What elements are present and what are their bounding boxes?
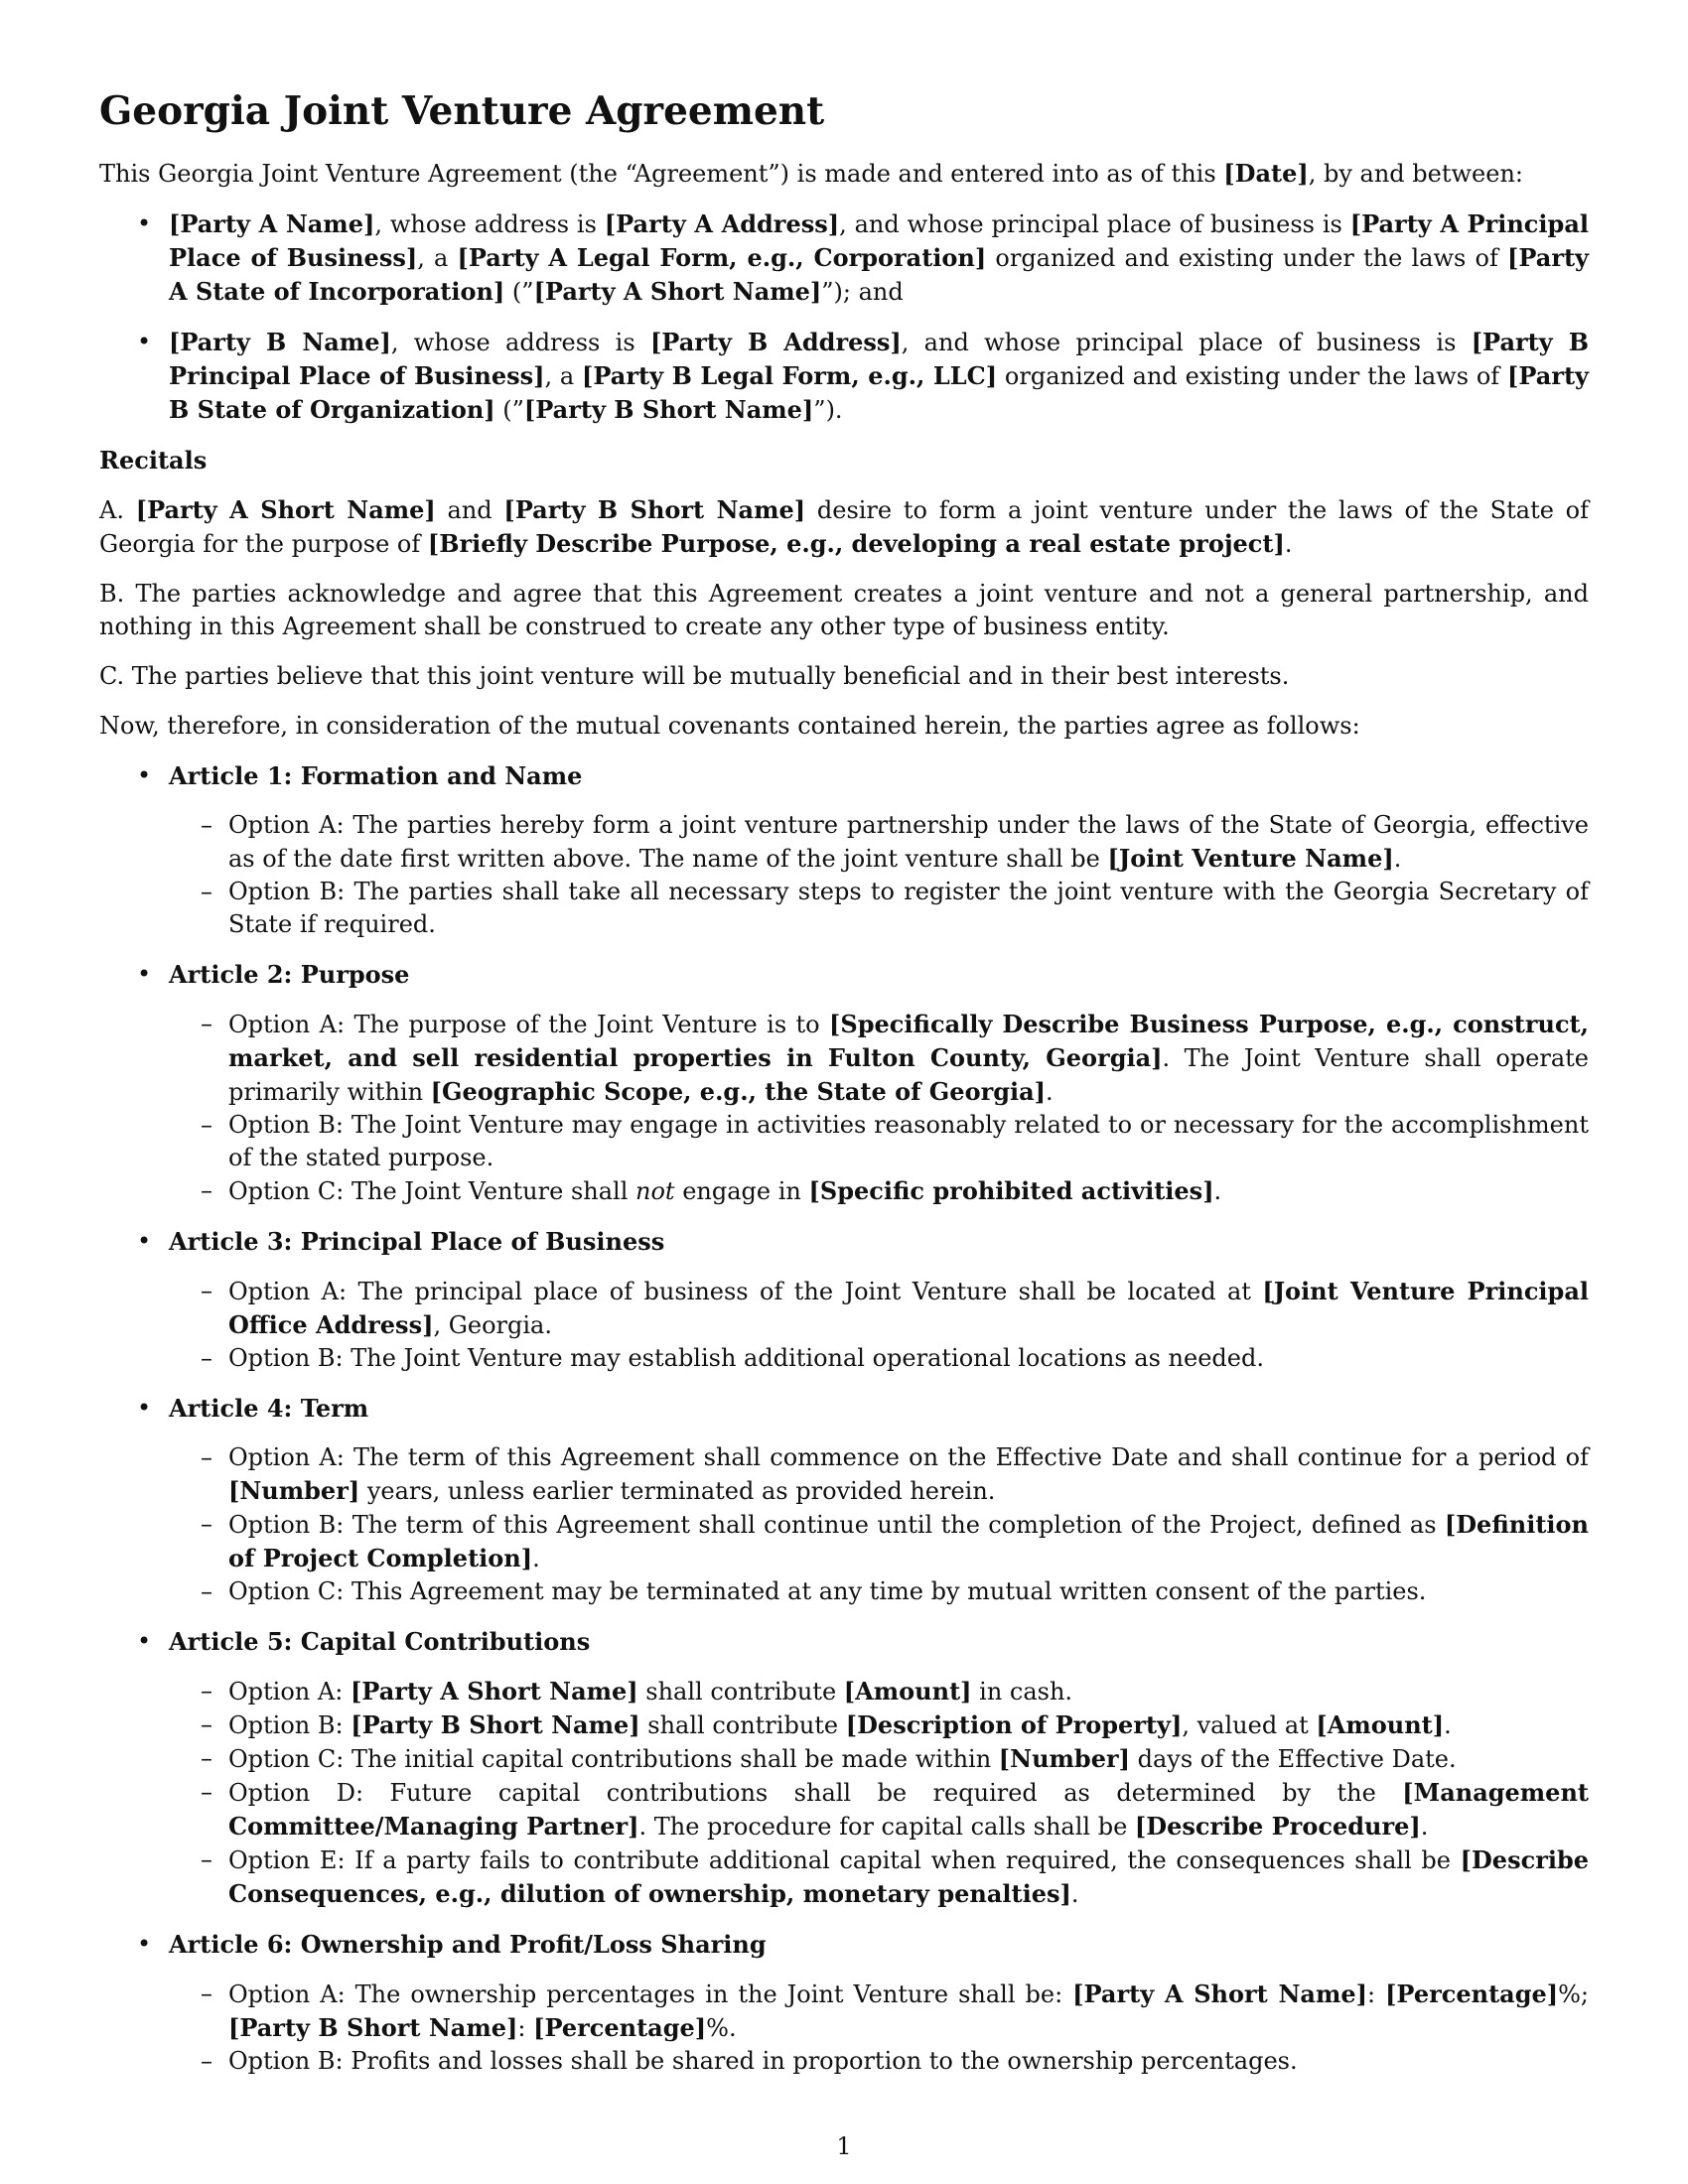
articles-list [99, 759, 1589, 2078]
article-3 [99, 1225, 1589, 1375]
option-item: – Option A: The parties hereby form a joint venture partnership under the laws of the State of Georgia, effective as of the date first written above. The name of the joint venture shall be [Joint Venture Name]. [169, 809, 1589, 876]
recitals-heading: Recitals [99, 446, 208, 475]
option-item: – Option B: [Party B Short Name] shall contribute [Description of Property], valued at [Amount]. [169, 1708, 1589, 1742]
intro-paragraph: This Georgia Joint Venture Agreement (the “Agreement”) is made and entered into as of this [Date], by and between: [99, 159, 1523, 188]
option-item: – Option E: If a party fails to contribute additional capital when required, the consequences shall be [Describe Consequences, e.g., dilution of ownership, monetary penalties]. [169, 1843, 1589, 1911]
option-item: – Option A: The principal place of business of the Joint Venture shall be located at [Joint Venture Principal Office Address], Georgia. [169, 1275, 1589, 1342]
recital-a: A. [Party A Short Name] and [Party B Short Name] desire to form a joint venture under the laws of the State of Georgia for the purpose of [Briefly Describe Purpose, e.g., developing a real estate project]. [99, 495, 1589, 558]
article-title: • Article 4: Term [169, 1394, 369, 1423]
article-1 [99, 759, 1589, 941]
options-list [169, 809, 1589, 941]
recital-b: B. The parties acknowledge and agree that this Agreement creates a joint venture and not a general partnership, and nothing in this Agreement shall be construed to create any other type of business entity. [99, 580, 1589, 640]
party-b-item: • [Party B Name], whose address is [Party B Address], and whose principal place of business is [Party B Principal Place of Business], a [Party B Legal Form, e.g., LLC] organized and existing under the laws of [Party B State of Organization] (”[Party B Short Name]”). [99, 326, 1589, 427]
article-title: • Article 2: Purpose [169, 960, 410, 989]
options-list [169, 1441, 1589, 1608]
article-title: • Article 3: Principal Place of Business [169, 1227, 665, 1256]
consideration-paragraph: Now, therefore, in consideration of the mutual covenants contained herein, the parties agree as follows: [99, 712, 1360, 740]
article-2 [99, 958, 1589, 1208]
option-item: – Option B: The Joint Venture may establish additional operational locations as needed. [169, 1342, 1589, 1375]
option-item: – Option B: The parties shall take all necessary steps to register the joint venture with the Georgia Secretary of State if required. [169, 876, 1589, 941]
option-item: – Option B: Profits and losses shall be shared in proportion to the ownership percentages. [169, 2045, 1589, 2078]
options-list [169, 1275, 1589, 1375]
option-item: – Option B: The Joint Venture may engage in activities reasonably related to or necessary for the accomplishment of the stated purpose. [169, 1109, 1589, 1174]
option-item: – Option C: The Joint Venture shall not engage in [Specific prohibited activities]. [169, 1174, 1589, 1208]
page-number: 1 [836, 2132, 852, 2160]
article-title: • Article 5: Capital Contributions [169, 1627, 591, 1656]
option-item: – Option A: The term of this Agreement shall commence on the Effective Date and shall continue for a period of [Number] years, unless earlier terminated as provided herein. [169, 1441, 1589, 1508]
article-title: • Article 1: Formation and Name [169, 761, 583, 790]
options-list [169, 1675, 1589, 1911]
article-title: • Article 6: Ownership and Profit/Loss Sharing [169, 1930, 767, 1959]
parties-list [99, 207, 1589, 427]
document-title: Georgia Joint Venture Agreement [99, 88, 825, 134]
options-list [169, 1008, 1589, 1208]
article-6 [99, 1928, 1589, 2078]
document-page [99, 87, 1589, 2095]
option-item: – Option B: The term of this Agreement shall continue until the completion of the Project, defined as [Definition of Project Completion]. [169, 1508, 1589, 1575]
option-item: – Option D: Future capital contributions shall be required as determined by the [Management Committee/Managing Partner]. The procedure for capital calls shall be [Describe Procedure]. [169, 1776, 1589, 1843]
option-item: – Option C: This Agreement may be terminated at any time by mutual written consent of the parties. [169, 1575, 1589, 1608]
option-item: – Option A: The purpose of the Joint Venture is to [Specifically Describe Business Purpose, e.g., construct, market, and sell residential properties in Fulton County, Georgia]. The Joint Venture shall operate primarily within [Geographic Scope, e.g., the State of Georgia]. [169, 1008, 1589, 1109]
recital-c: C. The parties believe that this joint venture will be mutually beneficial and in their best interests. [99, 662, 1290, 690]
option-item: – Option C: The initial capital contributions shall be made within [Number] days of the Effective Date. [169, 1742, 1589, 1776]
option-item: – Option A: The ownership percentages in the Joint Venture shall be: [Party A Short Name]: [Percentage]%; [Party B Short Name]: [Percentage]%. [169, 1978, 1589, 2045]
article-5 [99, 1625, 1589, 1911]
options-list [169, 1978, 1589, 2078]
option-item: – Option A: [Party A Short Name] shall contribute [Amount] in cash. [169, 1675, 1589, 1708]
party-a-item: • [Party A Name], whose address is [Party A Address], and whose principal place of business is [Party A Principal Place of Business], a [Party A Legal Form, e.g., Corporation] organized and existing under the laws of [Party A State of Incorporation] (”[Party A Short Name]”); and [99, 207, 1589, 309]
article-4 [99, 1392, 1589, 1608]
